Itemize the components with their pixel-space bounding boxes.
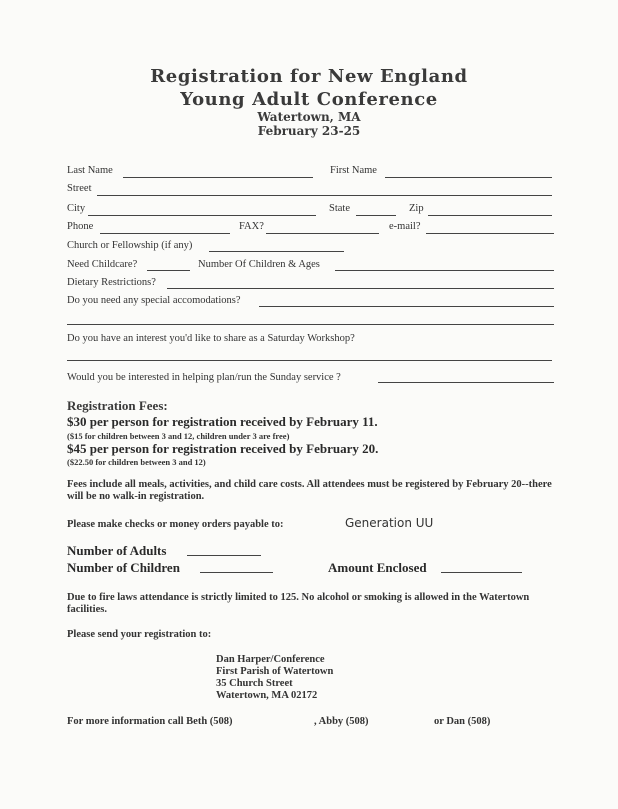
amount-field[interactable] [441, 572, 522, 573]
payable-label: Please make checks or money orders payable to: [67, 519, 284, 530]
children-ages-label: Number Of Children & Ages [198, 259, 320, 270]
sunday-label: Would you be interested in helping plan/run the Sunday service ? [67, 372, 341, 383]
location: Watertown, MA [257, 110, 361, 124]
city-label: City [67, 203, 86, 214]
fees-includes: Fees include all meals, activities, and child care costs. All attendees must be registered by February 20--there will be no walk-in registration. [67, 479, 552, 502]
fee-early-note: ($15 for children between 3 and 12, children under 3 are free) [67, 431, 290, 441]
fee-late-note: ($22.50 for children between 3 and 12) [67, 457, 206, 467]
workshop-field[interactable] [67, 360, 552, 361]
address-line-1: Dan Harper/Conference [216, 654, 325, 665]
fee-early: $30 per person for registration received by February 11. [67, 414, 378, 429]
special-label: Do you need any special accomodations? [67, 295, 241, 306]
contact-beth: For more information call Beth (508) [67, 716, 233, 727]
childcare-field[interactable] [147, 270, 190, 271]
street-field[interactable] [97, 195, 552, 196]
email-label: e-mail? [389, 221, 421, 232]
adults-field[interactable] [187, 555, 261, 556]
contact-abby: , Abby (508) [314, 716, 369, 727]
fax-field[interactable] [266, 233, 379, 234]
church-field[interactable] [209, 251, 344, 252]
children-label: Number of Children [67, 560, 180, 575]
children-field[interactable] [200, 572, 273, 573]
contact-dan: or Dan (508) [434, 716, 491, 727]
children-ages-field[interactable] [335, 270, 554, 271]
title-line-2: Young Adult Conference [180, 89, 438, 110]
special-field[interactable] [259, 306, 554, 307]
childcare-label: Need Childcare? [67, 259, 138, 270]
special-field-extra[interactable] [67, 324, 554, 325]
street-label: Street [67, 183, 92, 194]
dietary-field[interactable] [167, 288, 554, 289]
city-field[interactable] [88, 215, 316, 216]
church-label: Church or Fellowship (if any) [67, 240, 193, 251]
payable-to: Generation UU [345, 516, 434, 530]
sunday-field[interactable] [378, 382, 554, 383]
phone-field[interactable] [100, 233, 230, 234]
last-name-label: Last Name [67, 165, 113, 176]
address-line-3: 35 Church Street [216, 678, 293, 689]
email-field[interactable] [426, 233, 554, 234]
fire-notice: Due to fire laws attendance is strictly limited to 125. No alcohol or smoking is allowed in the Watertown facilities. [67, 592, 530, 615]
adults-label: Number of Adults [67, 543, 167, 558]
send-label: Please send your registration to: [67, 629, 212, 640]
zip-field[interactable] [428, 215, 552, 216]
amount-label: Amount Enclosed [328, 560, 427, 575]
workshop-label: Do you have an interest you'd like to share as a Saturday Workshop? [67, 333, 355, 344]
dietary-label: Dietary Restrictions? [67, 277, 156, 288]
first-name-label: First Name [330, 165, 377, 176]
last-name-field[interactable] [123, 177, 313, 178]
fees-heading: Registration Fees: [67, 398, 168, 413]
address-line-4: Watertown, MA 02172 [216, 690, 318, 701]
address-line-2: First Parish of Watertown [216, 666, 334, 677]
fax-label: FAX? [239, 221, 264, 232]
first-name-field[interactable] [385, 177, 552, 178]
fee-late: $45 per person for registration received by February 20. [67, 441, 379, 456]
state-field[interactable] [356, 215, 396, 216]
phone-label: Phone [67, 221, 94, 232]
dates: February 23-25 [257, 124, 361, 138]
title-line-1: Registration for New England [150, 66, 468, 87]
zip-label: Zip [409, 203, 424, 214]
state-label: State [329, 203, 350, 214]
